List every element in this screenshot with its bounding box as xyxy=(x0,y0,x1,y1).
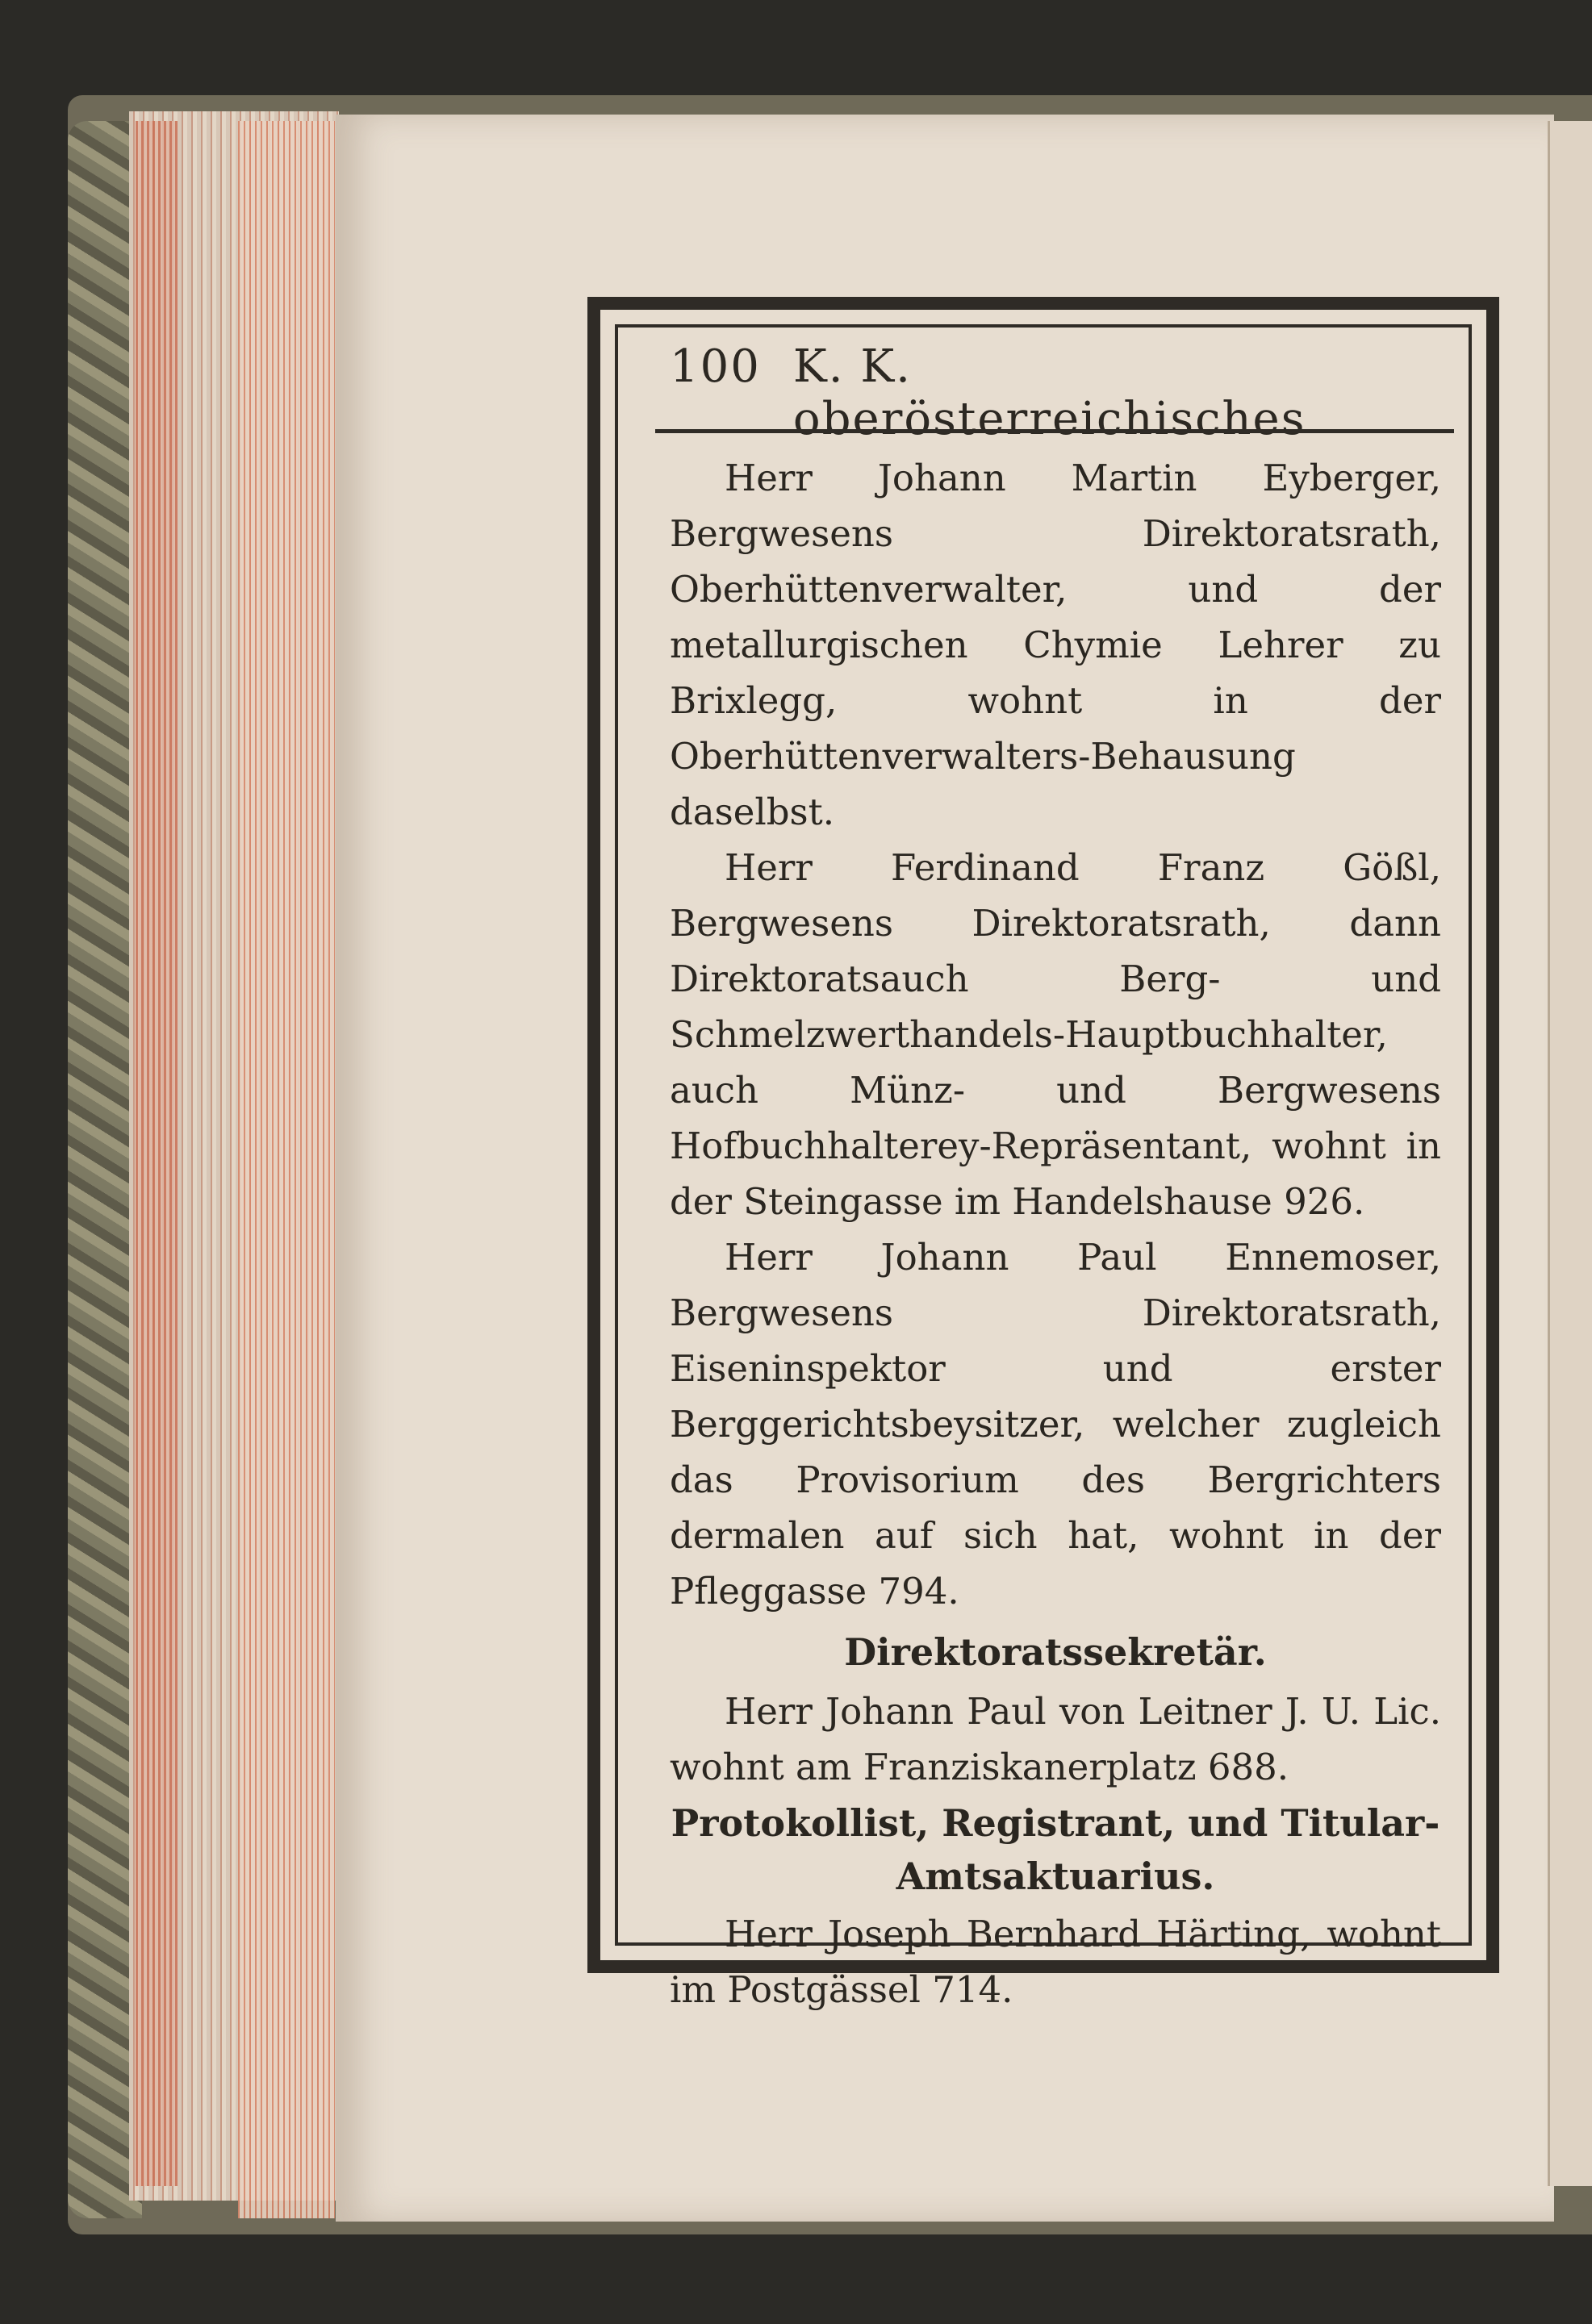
entry-leitner: Herr Johann Paul von Leitner J. U. Lic. wohnt am Franziskanerplatz 688. xyxy=(670,1690,1441,1788)
entry-goessl: Herr Ferdinand Franz Gößl, Bergwesens Direktoratsrath, dann Direktoratsauch Berg- und Schmelzwerthandels-Hauptbuchhalter, auch Münz- und Bergwesens Hofbuchhalterey-Repräsentant, wohnt in der Steingasse im Handelshause 926. xyxy=(670,846,1441,1223)
red-page-edge xyxy=(136,121,178,2186)
header-rule xyxy=(655,429,1454,433)
section-heading-protocolist-line2: Amtsaktuarius. xyxy=(896,1855,1215,1898)
section-heading-protocolist xyxy=(670,1796,1441,1903)
entry-ennemoser: Herr Johann Paul Ennemoser, Bergwesens Direktoratsrath, Eiseninspektor und erster Berggerichtsbeysitzer, welcher zugleich das Provisorium des Bergrichters dermalen auf sich hat, wohnt in der Pfleggasse 794. xyxy=(670,1236,1441,1613)
red-page-edge-inner xyxy=(238,121,335,2218)
page-header xyxy=(670,340,1438,445)
page-number: 100 xyxy=(670,340,761,393)
running-head: K. K. oberösterreichisches xyxy=(792,340,1306,445)
entry-eyberger: Herr Johann Martin Eyberger, Bergwesens Direktoratsrath, Oberhüttenverwalter, und der metallurgischen Chymie Lehrer zu Brixlegg, wohnt in der Oberhüttenverwalters-Behausung daselbst. xyxy=(670,457,1441,833)
page-content xyxy=(670,450,1441,2017)
section-heading-secretary: Direktoratssekretär. xyxy=(844,1630,1267,1674)
text-frame xyxy=(587,297,1499,2011)
facing-page-edge xyxy=(1548,121,1592,2186)
entry-haerting: Herr Joseph Bernhard Härting, wohnt im Postgässel 714. xyxy=(670,1913,1441,2011)
section-heading-protocolist-line1: Protokollist, Registrant, und Titular- xyxy=(671,1801,1440,1845)
